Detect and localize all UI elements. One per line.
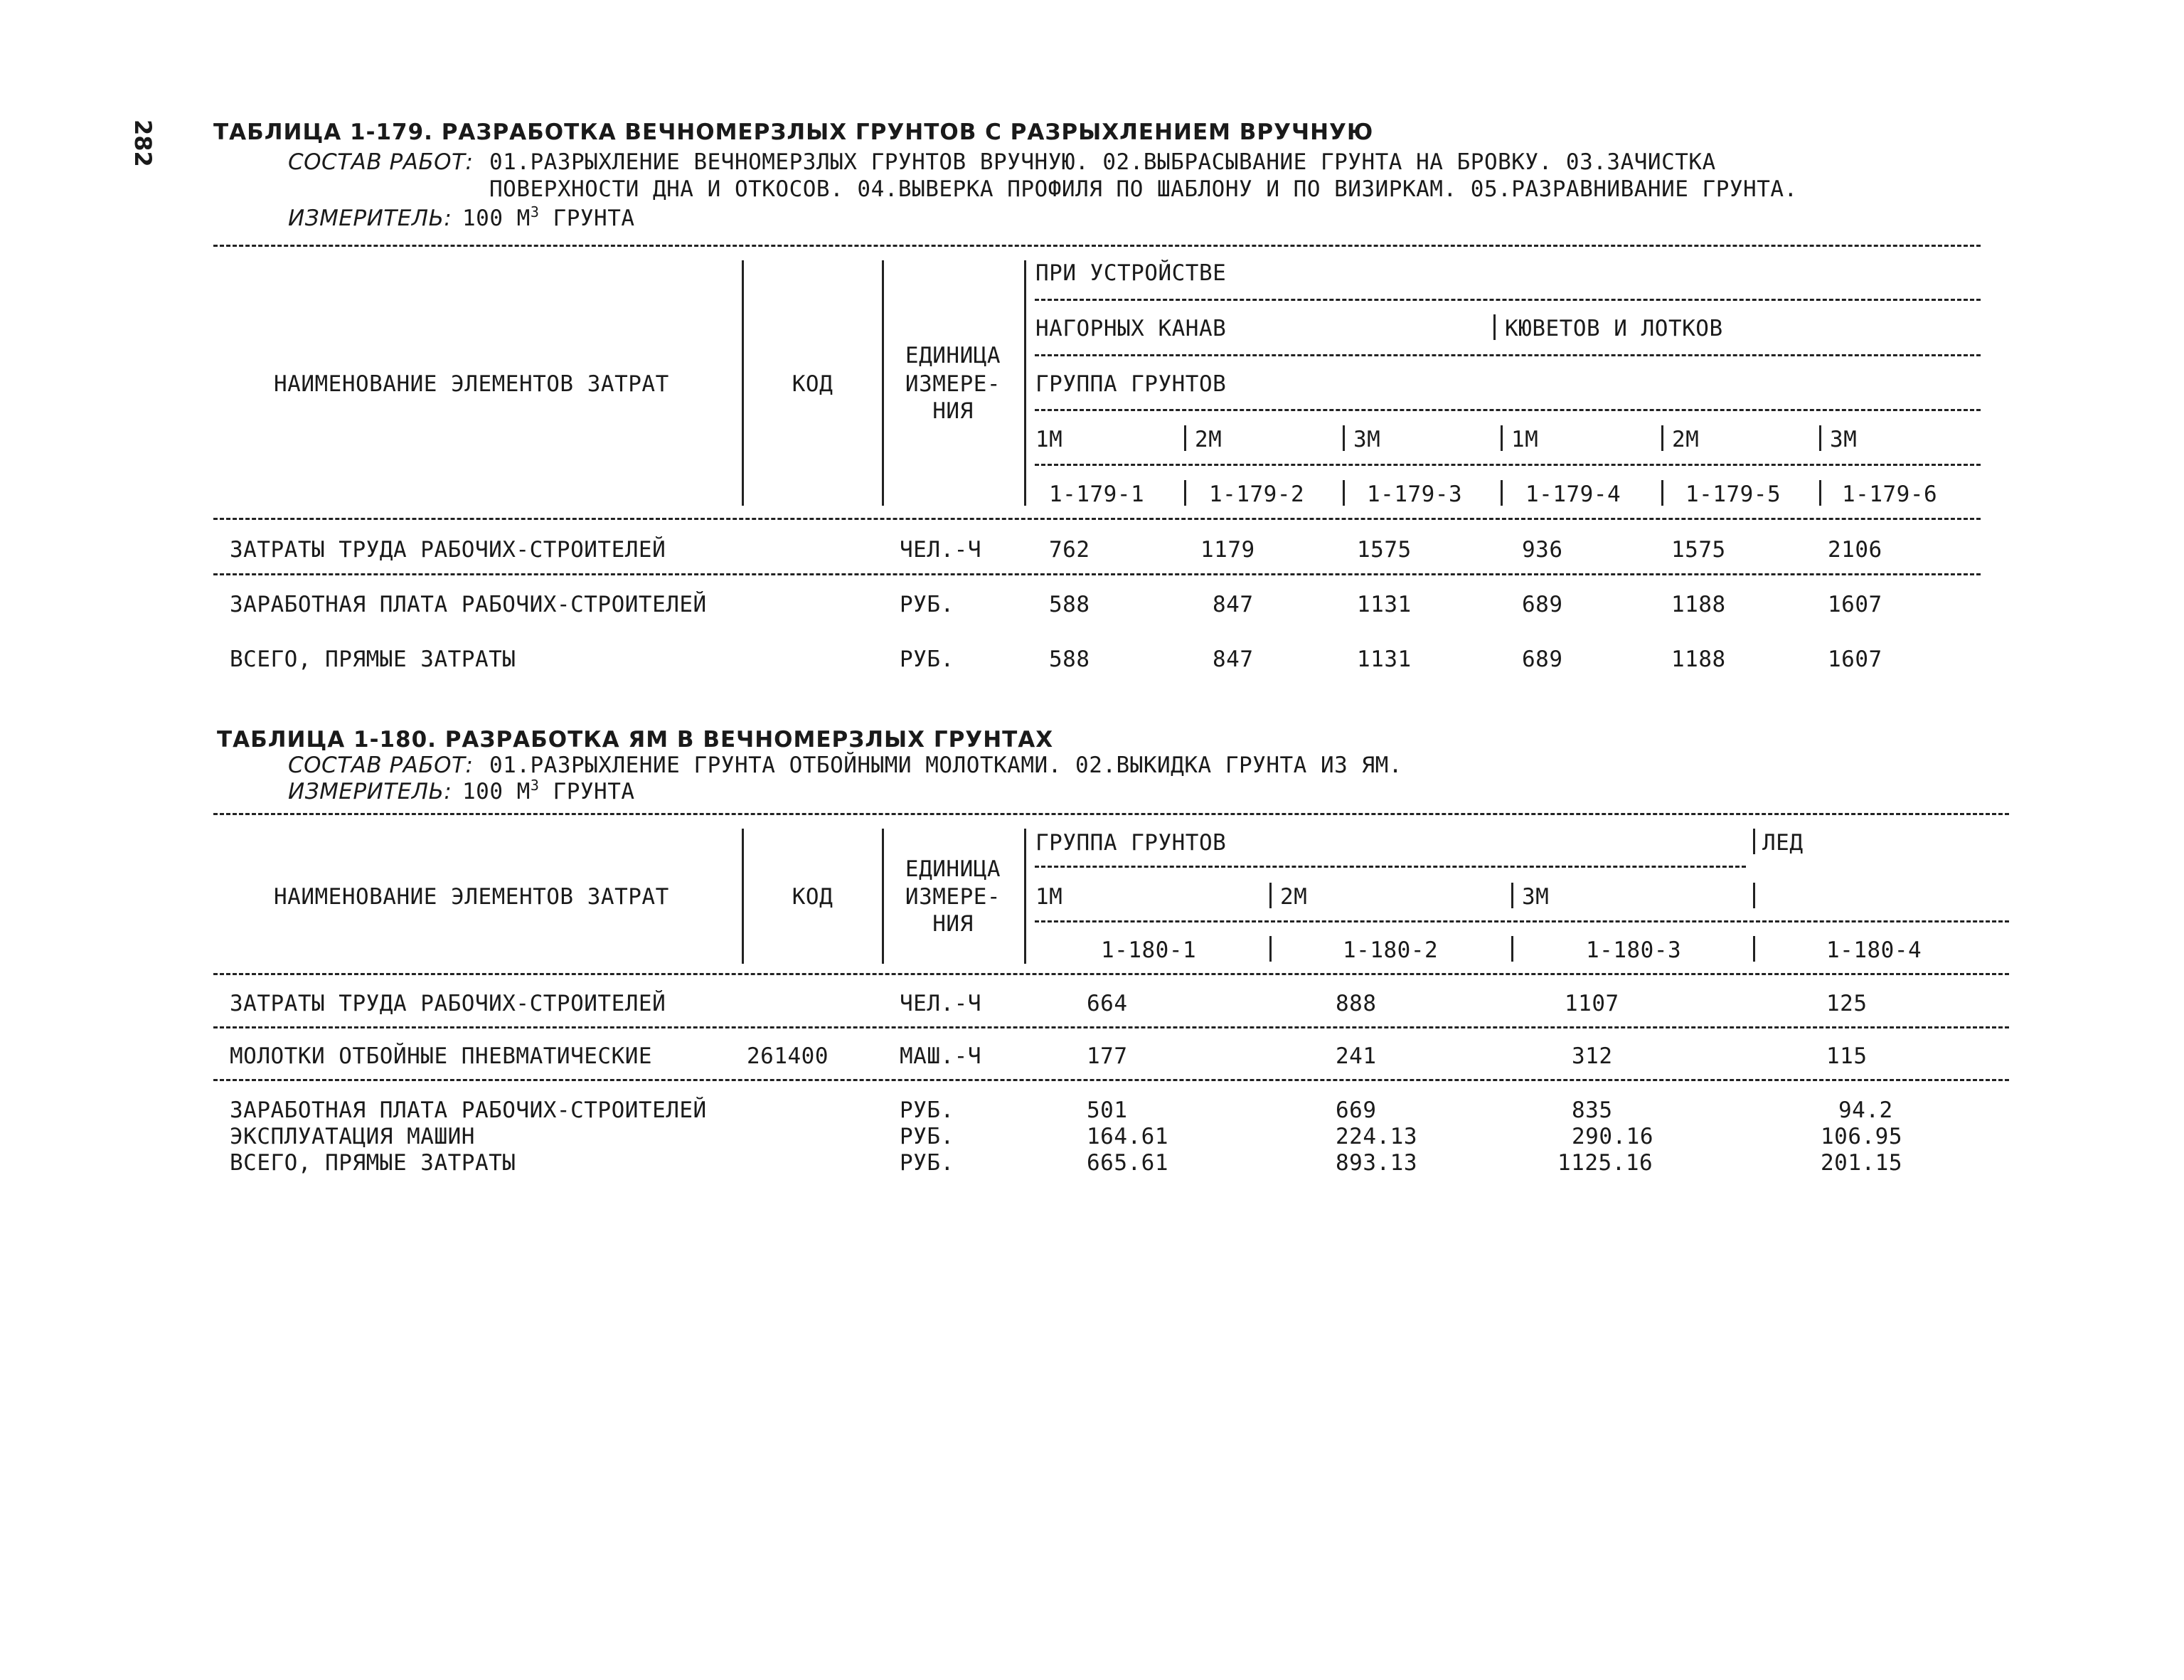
row-value: 936 xyxy=(1522,537,1563,563)
table-180-col-divider xyxy=(1024,829,1026,964)
row-value: 888 xyxy=(1336,991,1377,1016)
table-180-title: ТАБЛИЦА 1-180. РАЗРАБОТКА ЯМ В ВЕЧНОМЕРЗЛЫХ ГРУНТАХ xyxy=(217,727,1054,753)
row-value: 201.15 xyxy=(1821,1150,1902,1176)
table-179-head-rule xyxy=(1035,299,1981,301)
table-179-col-divider xyxy=(1343,480,1345,506)
table-179-col-divider xyxy=(882,260,884,506)
row-value: 1125.16 xyxy=(1557,1150,1653,1176)
table-180-group-label: 2М xyxy=(1280,884,1308,910)
table-180-top-rule xyxy=(213,813,2009,815)
row-name: ЗАРАБОТНАЯ ПЛАТА РАБОЧИХ-СТРОИТЕЛЕЙ xyxy=(230,1097,707,1123)
row-name: ВСЕГО, ПРЯМЫЕ ЗАТРАТЫ xyxy=(230,647,516,672)
row-name: ЗАТРАТЫ ТРУДА РАБОЧИХ-СТРОИТЕЛЕЙ xyxy=(230,537,666,563)
row-value: 2106 xyxy=(1828,537,1882,563)
table-180-col-divider xyxy=(1269,883,1272,908)
table-179-head-top: ПРИ УСТРОЙСТВЕ xyxy=(1035,260,1227,286)
row-value: 1575 xyxy=(1671,537,1726,563)
table-179-work-line2: ПОВЕРХНОСТИ ДНА И ОТКОСОВ. 04.ВЫВЕРКА ПРОФИЛЯ ПО ШАБЛОНУ И ПО ВИЗИРКАМ. 05.РАЗРАВНИВАНИЕ ГРУНТА. xyxy=(489,176,1798,202)
table-180-row-rule xyxy=(213,1026,2009,1028)
table-180-col-divider xyxy=(882,829,884,964)
row-value: 501 xyxy=(1087,1097,1128,1123)
table-180-group-label: 1М xyxy=(1035,884,1063,910)
row-value: 125 xyxy=(1826,991,1868,1016)
row-unit: ЧЕЛ.-Ч xyxy=(900,537,981,563)
table-180-col-divider xyxy=(1269,936,1272,962)
row-value: 177 xyxy=(1087,1043,1128,1069)
row-value: 689 xyxy=(1522,647,1563,672)
table-179-col-divider xyxy=(1493,314,1496,340)
row-value: 669 xyxy=(1336,1097,1377,1123)
row-code: 261400 xyxy=(747,1043,829,1069)
row-name: ЗАРАБОТНАЯ ПЛАТА РАБОЧИХ-СТРОИТЕЛЕЙ xyxy=(230,592,707,617)
table-179-col-divider xyxy=(1501,425,1503,451)
table-179-group-label: 1М xyxy=(1511,427,1539,452)
row-value: 1107 xyxy=(1565,991,1619,1016)
table-179-head-unit-2: ИЗМЕРЕ- xyxy=(905,371,1001,397)
table-180-code: 1-180-1 xyxy=(1101,937,1197,963)
table-179-col-divider xyxy=(1819,425,1821,451)
table-179-col-divider xyxy=(1501,480,1503,506)
table-179-col-divider xyxy=(1024,260,1026,506)
row-value: 665.61 xyxy=(1087,1150,1168,1176)
table-179-head-sub-b: КЮВЕТОВ И ЛОТКОВ xyxy=(1505,316,1723,341)
table-180-head-rule xyxy=(1035,920,2009,923)
row-name: МОЛОТКИ ОТБОЙНЫЕ ПНЕВМАТИЧЕСКИЕ xyxy=(230,1043,653,1069)
table-179-head-code: КОД xyxy=(792,371,833,397)
table-180-group-label: 3М xyxy=(1522,884,1550,910)
row-value: 290.16 xyxy=(1572,1124,1653,1149)
table-179-col-divider xyxy=(1184,480,1186,506)
table-180-col-divider xyxy=(1511,883,1513,908)
row-value: 106.95 xyxy=(1821,1124,1902,1149)
table-180-col-divider xyxy=(1511,936,1513,962)
table-180-col-divider xyxy=(1753,829,1755,854)
table-179-head-name: НАИМЕНОВАНИЕ ЭЛЕМЕНТОВ ЗАТРАТ xyxy=(274,371,669,397)
row-value: 224.13 xyxy=(1336,1124,1417,1149)
table-179-col-divider xyxy=(1184,425,1186,451)
table-179-head-rule xyxy=(1035,464,1981,466)
table-179-group-label: 3М xyxy=(1353,427,1381,452)
row-unit: РУБ. xyxy=(900,647,954,672)
table-179-code: 1-179-4 xyxy=(1525,482,1621,507)
row-value: 1131 xyxy=(1357,592,1412,617)
table-180-code: 1-180-2 xyxy=(1343,937,1439,963)
table-179-group-label: 1М xyxy=(1035,427,1063,452)
row-unit: РУБ. xyxy=(900,1150,954,1176)
row-value: 1188 xyxy=(1671,592,1726,617)
page-number: 282 xyxy=(129,119,156,167)
row-value: 664 xyxy=(1087,991,1128,1016)
table-180-code: 1-180-4 xyxy=(1826,937,1922,963)
row-value: 94.2 xyxy=(1838,1097,1893,1123)
table-180-col-divider xyxy=(1753,936,1755,962)
table-179-col-divider xyxy=(1661,480,1663,506)
row-name: ЗАТРАТЫ ТРУДА РАБОЧИХ-СТРОИТЕЛЕЙ xyxy=(230,991,666,1016)
table-180-col-divider xyxy=(742,829,744,964)
row-value: 1607 xyxy=(1828,592,1882,617)
table-179-head-rule xyxy=(1035,409,1981,411)
table-179-head-unit-3: НИЯ xyxy=(932,398,974,424)
table-179-head-bottom-rule xyxy=(213,518,1981,520)
table-180-head-rule xyxy=(1035,866,1746,868)
row-value: 762 xyxy=(1049,537,1090,563)
table-179-code: 1-179-5 xyxy=(1685,482,1781,507)
row-value: 1575 xyxy=(1357,537,1412,563)
row-value: 241 xyxy=(1336,1043,1377,1069)
row-value: 588 xyxy=(1049,592,1090,617)
table-179-col-divider xyxy=(742,260,744,506)
table-180-row-rule xyxy=(213,1079,2009,1081)
table-179-group-label: 2М xyxy=(1195,427,1222,452)
row-value: 689 xyxy=(1522,592,1563,617)
table-180-head-name: НАИМЕНОВАНИЕ ЭЛЕМЕНТОВ ЗАТРАТ xyxy=(274,884,669,910)
row-name: ВСЕГО, ПРЯМЫЕ ЗАТРАТЫ xyxy=(230,1150,516,1176)
table-179-group-label: 2М xyxy=(1672,427,1700,452)
table-180-col-divider xyxy=(1753,883,1755,908)
table-180-head-group: ГРУППА ГРУНТОВ xyxy=(1035,830,1227,856)
table-179-head-rule xyxy=(1035,354,1981,356)
table-180-head-unit-1: ЕДИНИЦА xyxy=(905,856,1001,882)
table-180-head-code: КОД xyxy=(792,884,833,910)
table-180-meter-label: ИЗМЕРИТЕЛЬ: xyxy=(288,779,452,804)
table-180-head-ice: ЛЕД xyxy=(1762,830,1804,856)
table-180-head-unit-2: ИЗМЕРЕ- xyxy=(905,884,1001,910)
table-179-title: ТАБЛИЦА 1-179. РАЗРАБОТКА ВЕЧНОМЕРЗЛЫХ ГРУНТОВ С РАЗРЫХЛЕНИЕМ ВРУЧНУЮ xyxy=(213,119,1374,145)
table-179-meter: 100 $М^3$ ГРУНТА xyxy=(462,203,635,231)
row-name: ЭКСПЛУАТАЦИЯ МАШИН xyxy=(230,1124,475,1149)
table-180-head-bottom-rule xyxy=(213,973,2009,975)
table-179-col-divider xyxy=(1819,480,1821,506)
table-179-group-label: 3М xyxy=(1830,427,1858,452)
table-179-work-line1: 01.РАЗРЫХЛЕНИЕ ВЕЧНОМЕРЗЛЫХ ГРУНТОВ ВРУЧНУЮ. 02.ВЫБРАСЫВАНИЕ ГРУНТА НА БРОВКУ. 03.ЗАЧИСТКА xyxy=(489,149,1716,175)
row-value: 1131 xyxy=(1357,647,1412,672)
row-unit: РУБ. xyxy=(900,592,954,617)
table-179-head-sub-a: НАГОРНЫХ КАНАВ xyxy=(1035,316,1227,341)
table-179-code: 1-179-3 xyxy=(1367,482,1463,507)
row-unit: РУБ. xyxy=(900,1124,954,1149)
table-179-head-group: ГРУППА ГРУНТОВ xyxy=(1035,371,1227,397)
table-179-head-unit-1: ЕДИНИЦА xyxy=(905,343,1001,368)
row-value: 115 xyxy=(1826,1043,1868,1069)
row-value: 312 xyxy=(1572,1043,1613,1069)
row-value: 1188 xyxy=(1671,647,1726,672)
row-value: 164.61 xyxy=(1087,1124,1168,1149)
table-179-col-divider xyxy=(1661,425,1663,451)
row-value: 1179 xyxy=(1200,537,1255,563)
row-value: 847 xyxy=(1213,647,1254,672)
table-180-work-line1: 01.РАЗРЫХЛЕНИЕ ГРУНТА ОТБОЙНЫМИ МОЛОТКАМИ. 02.ВЫКИДКА ГРУНТА ИЗ ЯМ. xyxy=(489,753,1402,778)
row-unit: МАШ.-Ч xyxy=(900,1043,981,1069)
row-value: 588 xyxy=(1049,647,1090,672)
table-180-code: 1-180-3 xyxy=(1586,937,1682,963)
table-179-col-divider xyxy=(1343,425,1345,451)
table-179-code: 1-179-6 xyxy=(1842,482,1938,507)
table-180-head-unit-3: НИЯ xyxy=(932,911,974,937)
table-180-meter: 100 $М^3$ ГРУНТА xyxy=(462,777,635,804)
table-179-row-rule xyxy=(213,573,1981,575)
row-value: 835 xyxy=(1572,1097,1613,1123)
table-179-work-label: СОСТАВ РАБОТ: xyxy=(288,149,474,175)
row-unit: РУБ. xyxy=(900,1097,954,1123)
row-value: 1607 xyxy=(1828,647,1882,672)
row-unit: ЧЕЛ.-Ч xyxy=(900,991,981,1016)
table-179-top-rule xyxy=(213,245,1981,247)
table-180-work-label: СОСТАВ РАБОТ: xyxy=(288,753,474,778)
table-179-code: 1-179-2 xyxy=(1209,482,1305,507)
table-179-code: 1-179-1 xyxy=(1049,482,1145,507)
table-179-meter-label: ИЗМЕРИТЕЛЬ: xyxy=(288,206,452,231)
row-value: 893.13 xyxy=(1336,1150,1417,1176)
row-value: 847 xyxy=(1213,592,1254,617)
